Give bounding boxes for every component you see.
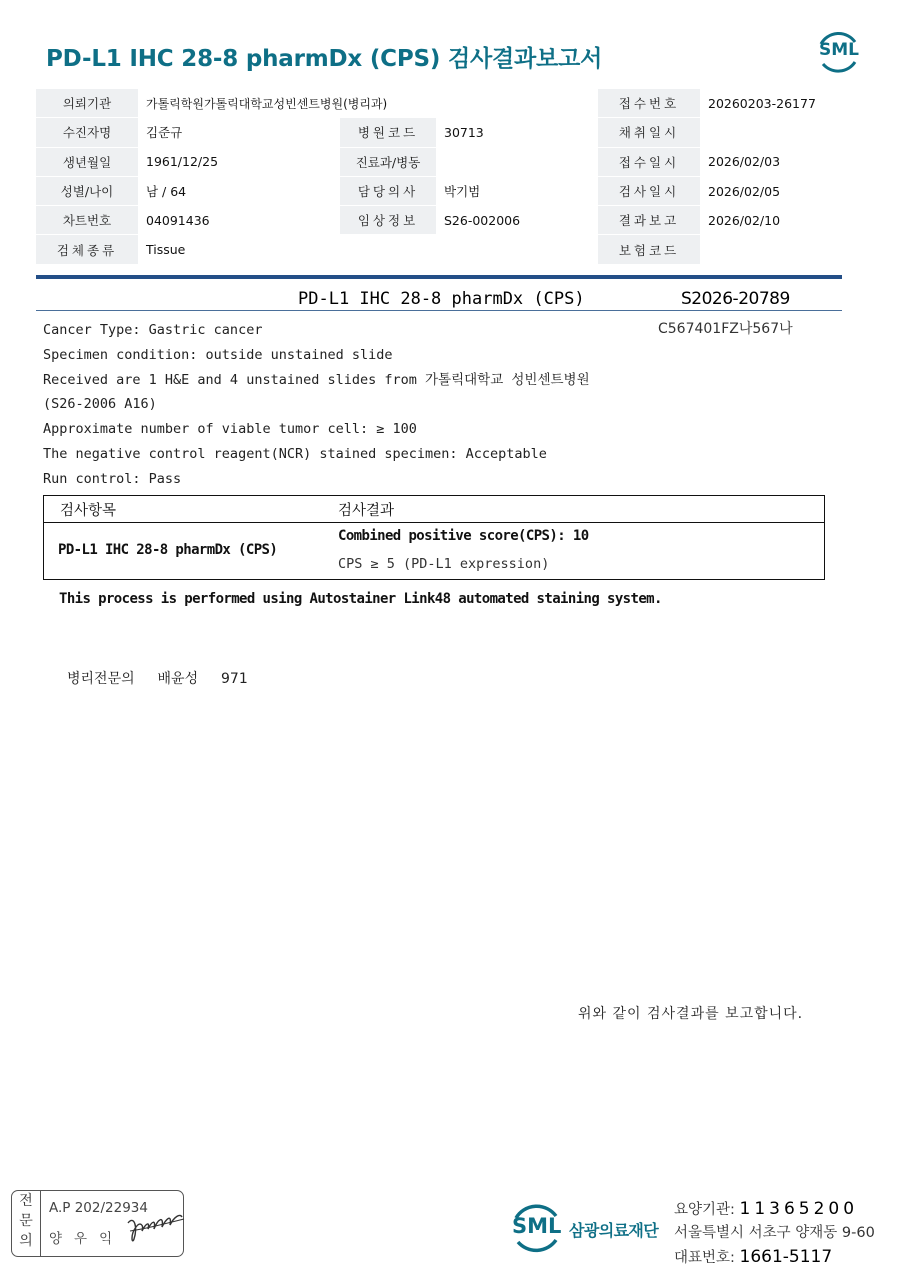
info-row	[36, 89, 864, 118]
info-row	[36, 118, 864, 147]
info-label: 성별/나이	[36, 176, 138, 205]
stamp-side-char: 의	[19, 1233, 33, 1249]
section-divider-thin	[36, 310, 842, 311]
process-note: This process is performed using Autostainer Link48 automated staining system.	[59, 591, 662, 607]
info-value: 박기범	[436, 176, 598, 205]
stamp-side-char: 문	[19, 1213, 33, 1229]
result-table-header	[44, 496, 824, 523]
footer-sml-logo	[510, 1200, 562, 1256]
code-label: 요양기관:	[674, 1202, 735, 1218]
info-label: 생년월일	[36, 147, 138, 176]
info-value: 가톨릭학원가톨릭대학교성빈센트병원(병리과)	[138, 89, 598, 118]
info-value: 1961/12/25	[138, 147, 340, 176]
pathologist-line	[67, 668, 248, 688]
info-label: 결과보고	[598, 206, 700, 235]
info-label: 수진자명	[36, 118, 138, 147]
report-line: Cancer Type: Gastric cancer	[43, 322, 263, 338]
phone-value: 1661-5117	[739, 1247, 833, 1267]
pathologist-label: 병리전문의	[67, 671, 135, 687]
result-table	[43, 495, 825, 580]
report-test-name: PD-L1 IHC 28-8 pharmDx (CPS)	[298, 289, 585, 309]
info-row	[36, 176, 864, 205]
sml-logo-text: SML	[819, 40, 859, 60]
info-label: 의뢰기관	[36, 89, 138, 118]
result-note: CPS ≥ 5 (PD-L1 expression)	[338, 556, 550, 572]
pathologist-name: 배윤성	[157, 671, 199, 687]
footer-logo-text: SML	[512, 1214, 562, 1238]
col-header-result: 검사결과	[338, 503, 395, 519]
info-label: 검사일시	[598, 176, 700, 205]
code-value: 11365200	[739, 1199, 859, 1219]
info-row	[36, 206, 864, 235]
stamp-license: A.P 202/22934	[49, 1200, 148, 1216]
info-label: 병원코드	[340, 118, 436, 147]
info-label: 차트번호	[36, 206, 138, 235]
info-value: 30713	[436, 118, 598, 147]
handwritten-signature	[124, 1205, 188, 1251]
info-label: 담당의사	[340, 176, 436, 205]
info-value: Tissue	[138, 235, 598, 264]
foundation-name: 삼광의료재단	[569, 1221, 659, 1240]
result-item: PD-L1 IHC 28-8 pharmDx (CPS)	[58, 542, 278, 558]
info-value: 20260203-26177	[700, 89, 864, 118]
info-value	[436, 147, 598, 176]
section-divider-thick	[36, 275, 842, 279]
report-line: Approximate number of viable tumor cell: ≥ 100	[43, 421, 417, 438]
report-line: Run control: Pass	[43, 470, 182, 487]
report-line: Received are 1 H&E and 4 unstained slides from 가톨릭대학교 성빈센트병원	[43, 371, 590, 388]
signature-stamp	[11, 1190, 184, 1257]
info-label: 접수번호	[598, 89, 700, 118]
report-id: S2026-20789	[681, 289, 790, 309]
report-title: PD-L1 IHC 28-8 pharmDx (CPS) 검사결과보고서	[46, 46, 603, 72]
info-label: 검체종류	[36, 235, 138, 264]
info-value	[700, 118, 864, 147]
footer-info	[674, 1197, 875, 1269]
report-line: (S26-2006 A16)	[43, 396, 157, 413]
report-line: The negative control reagent(NCR) stained specimen: Acceptable	[43, 445, 547, 462]
info-value: 2026/02/03	[700, 147, 864, 176]
info-value	[700, 235, 864, 264]
phone-label: 대표번호:	[674, 1250, 735, 1266]
info-label: 접수일시	[598, 147, 700, 176]
stamp-name: 양우익	[49, 1231, 125, 1247]
info-label: 진료과/병동	[340, 147, 436, 176]
report-body	[43, 318, 590, 492]
stamp-side-label	[12, 1191, 41, 1256]
info-value: 남 / 64	[138, 176, 340, 205]
info-value: 김준규	[138, 118, 340, 147]
info-value: 2026/02/05	[700, 176, 864, 205]
info-value: S26-002006	[436, 206, 598, 235]
report-line: Specimen condition: outside unstained slide	[43, 346, 393, 363]
info-label: 임상정보	[340, 206, 436, 235]
info-label: 보험코드	[598, 235, 700, 264]
col-header-item: 검사항목	[60, 503, 117, 519]
closing-statement: 위와 같이 검사결과를 보고합니다.	[578, 1006, 804, 1022]
pathologist-number: 971	[221, 671, 248, 687]
stamp-side-char: 전	[19, 1193, 33, 1209]
info-value: 2026/02/10	[700, 206, 864, 235]
sml-logo	[815, 30, 861, 74]
address: 서울특별시 서초구 양재동 9-60	[674, 1225, 875, 1241]
info-row	[36, 235, 864, 264]
info-label: 채취일시	[598, 118, 700, 147]
patient-info-table	[36, 89, 864, 265]
result-score: Combined positive score(CPS): 10	[338, 528, 589, 544]
info-value: 04091436	[138, 206, 340, 235]
info-row	[36, 147, 864, 176]
barcode-code: C567401FZ나567나	[658, 321, 793, 337]
